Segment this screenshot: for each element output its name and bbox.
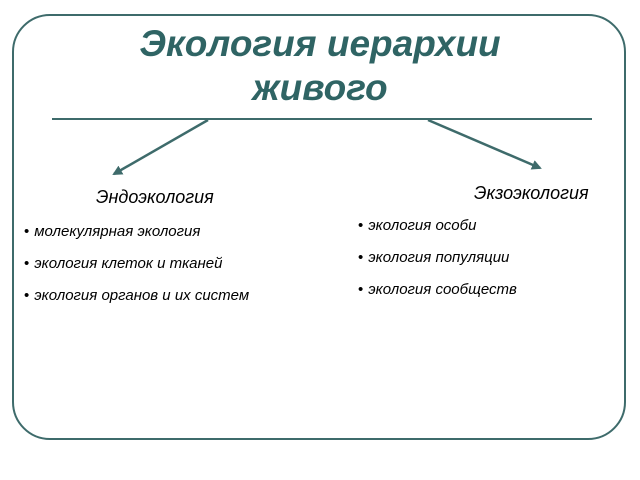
title-line-1: Экология иерархии [139,23,501,64]
list-item: • экология особи [358,217,517,235]
list-item: • экология органов и их систем [24,287,249,305]
endoecology-list [24,223,249,319]
title-line-2: живого [252,67,388,108]
list-item: • экология сообществ [358,281,517,299]
arrow-left [114,120,208,174]
list-item: • экология популяции [358,249,517,267]
endoecology-heading: Эндоэкология [96,187,214,207]
list-item: • молекулярная экология [24,223,249,241]
exoecology-heading: Экзоэкология [474,183,589,203]
exoecology-list [358,217,517,313]
arrow-right [428,120,540,168]
list-item: • экология клеток и тканей [24,255,249,273]
